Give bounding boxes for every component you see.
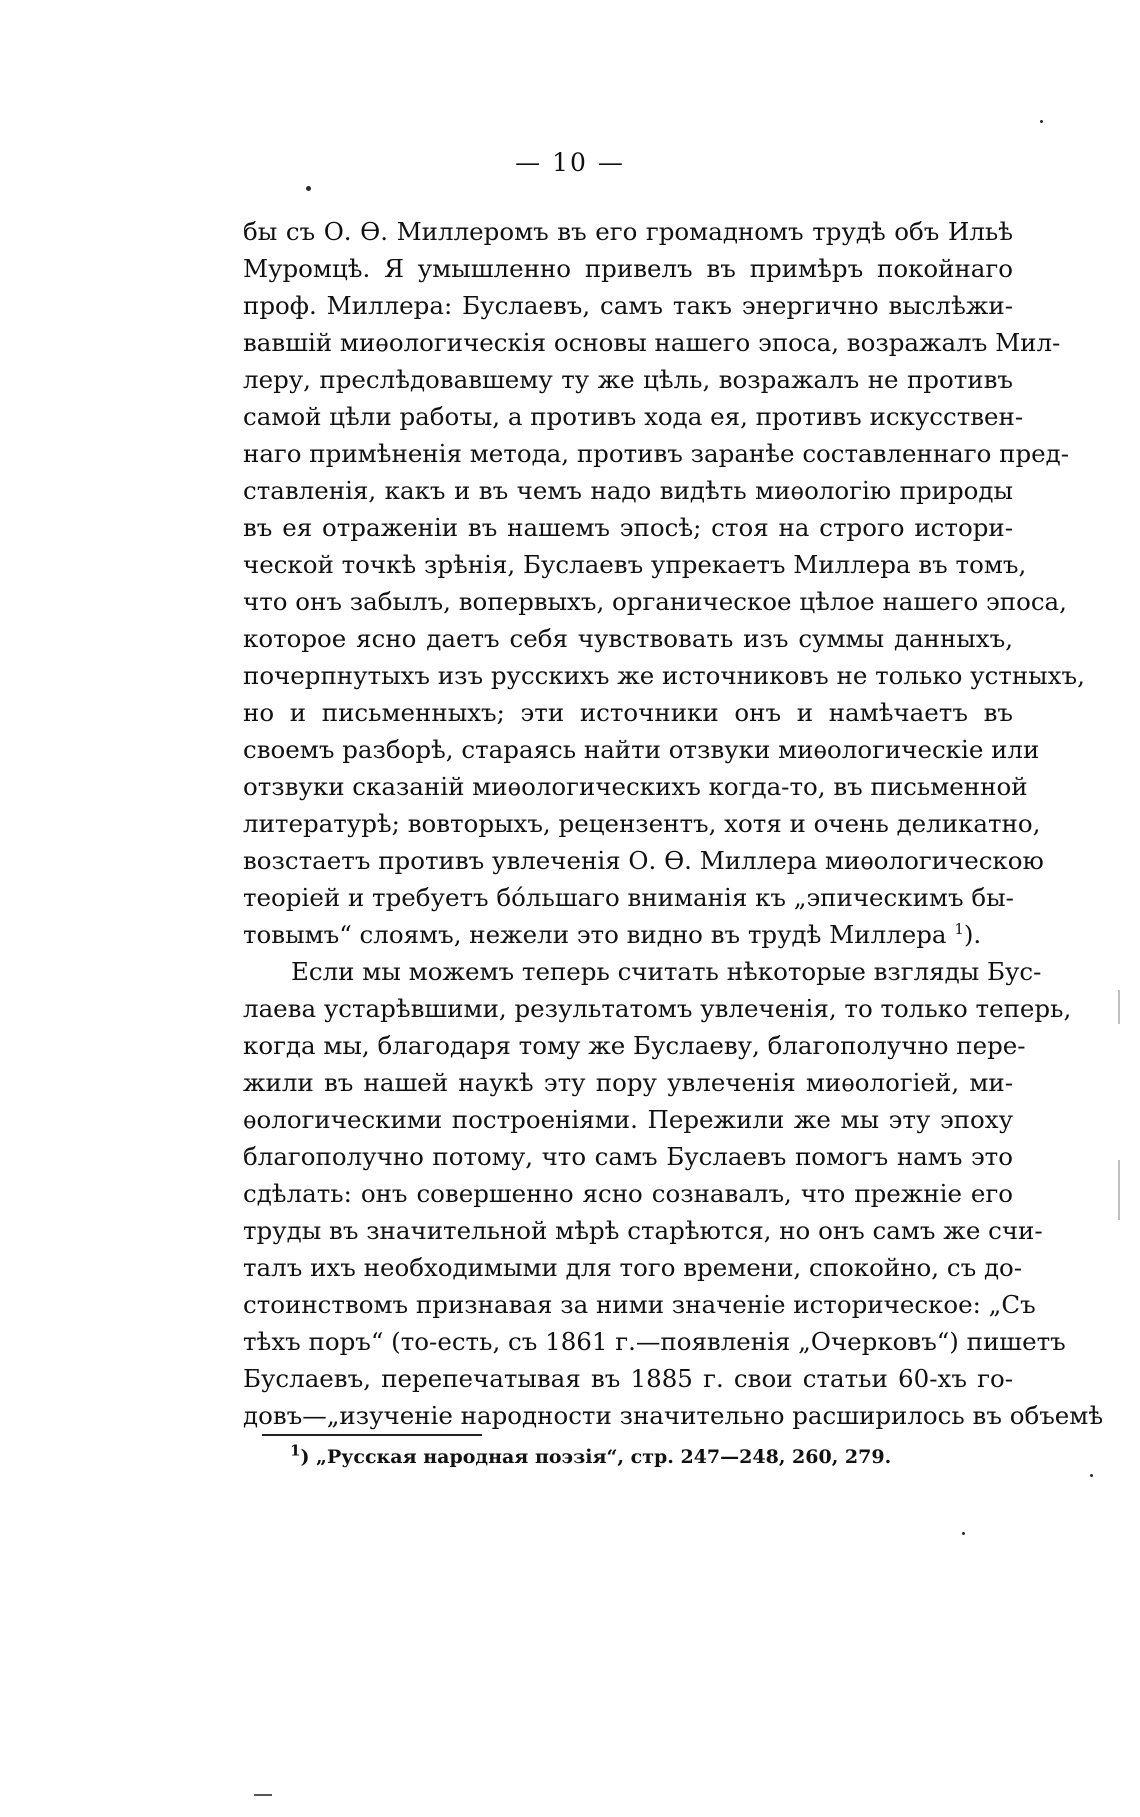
- ink-speck: [1040, 120, 1043, 123]
- page-number: — 10 —: [515, 148, 625, 177]
- text-line: благополучно потому, что самъ Буслаевъ помогъ намъ это: [243, 1142, 1013, 1171]
- text-line: ческой точкѣ зрѣнія, Буслаевъ упрекаетъ Миллера въ томъ,: [243, 550, 1027, 579]
- footnote-reference: 1: [954, 919, 964, 938]
- text-line: Муромцѣ. Я умышленно привелъ въ примѣръ покойнаго: [243, 254, 1013, 283]
- text-line: Если мы можемъ теперь считать нѣкоторые взгляды Бус-: [291, 957, 1042, 986]
- text-line: товымъ“ слоямъ, нежели это видно въ трудѣ Миллера: [243, 920, 947, 949]
- text-line: ѳологическими построеніями. Пережили же мы эту эпоху: [243, 1105, 1013, 1134]
- ink-speck: [1090, 1474, 1093, 1477]
- text-line: труды въ значительной мѣрѣ старѣются, но онъ самъ же счи-: [243, 1216, 1043, 1245]
- text-line: сдѣлать: онъ совершенно ясно сознавалъ, что прежніе его: [243, 1179, 1013, 1208]
- ink-speck: [962, 1532, 965, 1535]
- text-line: проф. Миллера: Буслаевъ, самъ такъ энергично выслѣжи-: [243, 291, 1013, 320]
- footnote-marker: 1: [290, 1441, 301, 1460]
- text-line: тѣхъ поръ“ (то-есть, съ 1861 г.—появленія „Очерковъ“) пишетъ: [243, 1327, 1066, 1356]
- scan-edge-mark: [254, 1794, 272, 1796]
- text-line: ставленія, какъ и въ чемъ надо видѣть миѳологію природы: [243, 476, 1013, 505]
- text-line: стоинствомъ признавая за ними значеніе историческое: „Съ: [243, 1290, 1036, 1319]
- paragraph-end-line: [243, 916, 1013, 953]
- text-line: возстаетъ противъ увлеченія О. Ѳ. Миллера миѳологическою: [243, 846, 1044, 875]
- text-line: своемъ разборѣ, стараясь найти отзвуки миѳологическіе или: [243, 735, 1040, 764]
- text-line: самой цѣли работы, а противъ хода ея, противъ искусствен-: [243, 402, 1024, 431]
- text-line: талъ ихъ необходимыми для того времени, спокойно, съ до-: [243, 1253, 1023, 1282]
- text-line: отзвуки сказаній миѳологическихъ когда-то, въ письменной: [243, 772, 1028, 801]
- footnote-text: ) „Русская народная поэзія“, стр. 247—248, 260, 279.: [300, 1446, 892, 1468]
- ink-speck: [306, 186, 311, 191]
- text-line: теоріей и требуетъ бо́льшаго вниманія къ „эпическимъ бы-: [243, 883, 1014, 912]
- text-line: Буслаевъ, перепечатывая въ 1885 г. свои статьи 60-хъ го-: [243, 1364, 1013, 1393]
- text-line: вавшій миѳологическія основы нашего эпоса, возражалъ Мил-: [243, 328, 1061, 357]
- text-line: литературѣ; вовторыхъ, рецензентъ, хотя и очень деликатно,: [243, 809, 1041, 838]
- text-line: въ ея отраженіи въ нашемъ эпосѣ; стоя на строго истори-: [243, 513, 1013, 542]
- text-line: что онъ забылъ, вопервыхъ, органическое цѣлое нашего эпоса,: [243, 587, 1067, 616]
- text-line: жили въ нашей наукѣ эту пору увлеченія миѳологіей, ми-: [243, 1068, 1013, 1097]
- text-line: когда мы, благодаря тому же Буслаеву, благополучно пере-: [243, 1031, 1026, 1060]
- text-line: лаева устарѣвшими, результатомъ увлеченія, то только теперь,: [243, 994, 1072, 1023]
- main-text: [243, 213, 1104, 1434]
- scan-edge-mark: [1118, 1160, 1120, 1220]
- text-line: но и письменныхъ; эти источники онъ и намѣчаетъ въ: [243, 698, 1013, 727]
- footnote-rule: [262, 1434, 482, 1436]
- text-line: наго примѣненія метода, противъ заранѣе составленнаго пред-: [243, 439, 1070, 468]
- text-line: леру, преслѣдовавшему ту же цѣль, возражалъ не противъ: [243, 365, 1013, 394]
- text-line: довъ—„изученіе народности значительно расширилось въ объемѣ: [243, 1401, 1104, 1430]
- scan-edge-mark: [1118, 990, 1120, 1024]
- text-line: бы съ О. Ѳ. Миллеромъ въ его громадномъ трудѣ объ Ильѣ: [243, 217, 1013, 246]
- text-line: почерпнутыхъ изъ русскихъ же источниковъ не только устныхъ,: [243, 661, 1085, 690]
- text-line: которое ясно даетъ себя чувствовать изъ суммы данныхъ,: [243, 624, 1013, 653]
- footnote: [290, 1441, 892, 1468]
- footnote-reference-close: ).: [963, 920, 982, 949]
